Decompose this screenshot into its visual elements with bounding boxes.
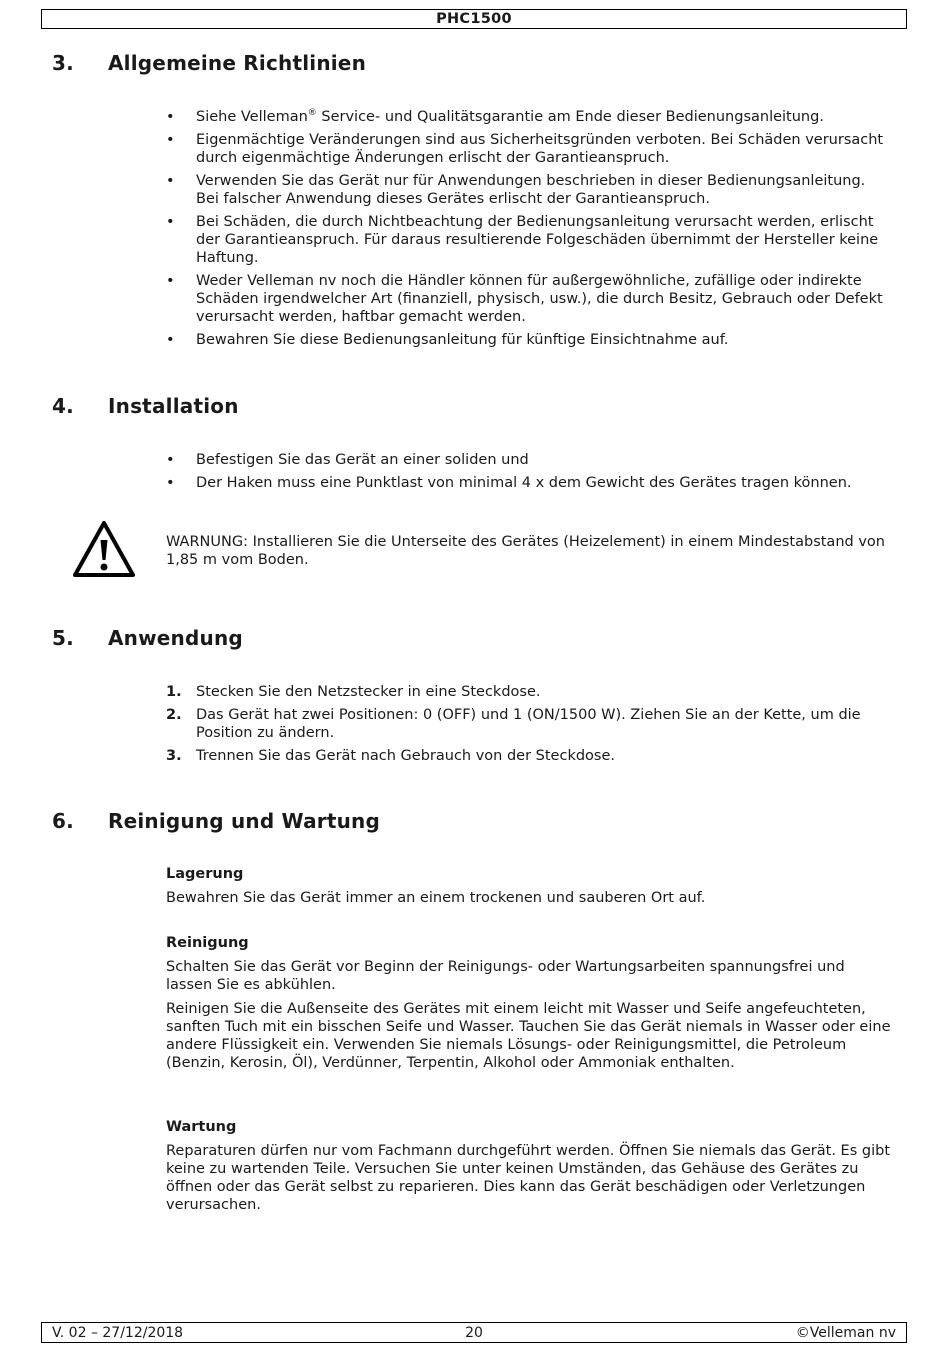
list-item (166, 172, 891, 208)
guidelines-list (166, 108, 891, 354)
list-item-text: Befestigen Sie das Gerät an einer soliden und (196, 452, 529, 468)
step-item (166, 683, 891, 701)
list-item (166, 213, 891, 267)
section-title: Installation (108, 394, 239, 418)
bullet: • (166, 173, 175, 189)
list-item-text: Verwenden Sie das Gerät nur für Anwendungen beschrieben in dieser Bedienungsanleitung. Bei falscher Anwendung dieses Gerätes erlischt der Garantieanspruch. (196, 173, 866, 207)
paragraph: Reparaturen dürfen nur vom Fachmann durchgeführt werden. Öffnen Sie niemals das Gerät. Es gibt keine zu wartenden Teile. Versuchen Sie unter keinen Umständen, das Gehäuse des Gerätes zu öffnen oder das Gerät selbst zu reparieren. Dies kann das Gerät beschädigen oder Verletzungen verursachen. (166, 1143, 891, 1213)
paragraph: Bewahren Sie das Gerät immer an einem trockenen und sauberen Ort auf. (166, 890, 706, 906)
bullet: • (166, 109, 175, 125)
list-item-text: Eigenmächtige Veränderungen sind aus Sicherheitsgründen verboten. Bei Schäden verursacht durch eigenmächtige Änderungen erlischt der Garantieanspruch. (196, 132, 884, 166)
list-item-text: Bei Schäden, die durch Nichtbeachtung der Bedienungsanleitung verursacht werden, erlischt der Garantieanspruch. Für daraus resultierende Folgeschäden übernimmt der Hersteller keine Haftung. (196, 214, 879, 266)
list-item (166, 474, 891, 492)
list-item-text: Bewahren Sie diese Bedienungsanleitung für künftige Einsichtnahme auf. (196, 332, 729, 348)
subheading-wartung: Wartung (166, 1119, 237, 1135)
list-item (166, 331, 891, 349)
page-footer (41, 1322, 907, 1343)
warning-triangle-icon (72, 520, 136, 578)
step-item (166, 747, 891, 765)
list-item-text: Weder Velleman nv noch die Händler können für außergewöhnliche, zufällige oder indirekte Schäden irgendwelcher Art (finanziell, physisch, usw.), die durch Besitz, Gebrauch oder Defekt verursacht werden, haftbar gemacht werden. (196, 273, 883, 325)
bullet: • (166, 132, 175, 148)
step-number: 3. (166, 748, 182, 764)
list-item (166, 131, 891, 167)
step-number: 1. (166, 684, 182, 700)
section-title: Allgemeine Richtlinien (108, 51, 367, 75)
bullet: • (166, 273, 175, 289)
list-item (166, 272, 891, 326)
list-item-text-post: Service- und Qualitätsgarantie am Ende dieser Bedienungsanleitung. (316, 109, 824, 125)
list-item-text-pre: Siehe Velleman (196, 109, 308, 125)
paragraph: Reinigen Sie die Außenseite des Gerätes mit einem leicht mit Wasser und Seife angefeuchteten, sanften Tuch mit ein bisschen Seife und Wasser. Tauchen Sie das Gerät niemals in Wasser oder eine andere Flüssigkeit ein. Verwenden Sie niemals Lösungs- oder Reinigungsmittel, die Petroleum (Benzin, Kerosin, Öl), Verdünner, Terpentin, Alkohol oder Ammoniak enthalten. (166, 1001, 891, 1071)
subheading-lagerung: Lagerung (166, 866, 244, 882)
step-number: 2. (166, 707, 182, 723)
page-header (41, 9, 907, 29)
registered-mark: ® (307, 108, 317, 118)
step-text: Das Gerät hat zwei Positionen: 0 (OFF) und 1 (ON/1500 W). Ziehen Sie an der Kette, um die Position zu ändern. (196, 707, 861, 741)
page-number: 20 (465, 1325, 483, 1341)
section-number: 6. (52, 809, 74, 833)
list-item (166, 108, 891, 126)
installation-list (166, 451, 891, 497)
document-title: PHC1500 (436, 11, 512, 27)
paragraph: Schalten Sie das Gerät vor Beginn der Reinigungs- oder Wartungsarbeiten spannungsfrei und lassen Sie es abkühlen. (166, 959, 845, 993)
copyright: ©Velleman nv (795, 1325, 896, 1341)
bullet: • (166, 332, 175, 348)
step-text: Stecken Sie den Netzstecker in eine Steckdose. (196, 684, 541, 700)
usage-steps-list (166, 683, 891, 770)
section-title: Reinigung und Wartung (108, 809, 381, 833)
list-item (166, 451, 891, 469)
section-number: 4. (52, 394, 74, 418)
version-date: V. 02 – 27/12/2018 (52, 1325, 184, 1341)
section-number: 5. (52, 626, 74, 650)
subheading-reinigung: Reinigung (166, 935, 249, 951)
warning-text: WARNUNG: Installieren Sie die Unterseite des Gerätes (Heizelement) in einem Mindestabstand von 1,85 m vom Boden. (166, 534, 885, 568)
section-title: Anwendung (108, 626, 243, 650)
step-item (166, 706, 891, 742)
section-number: 3. (52, 51, 74, 75)
bullet: • (166, 452, 175, 468)
bullet: • (166, 214, 175, 230)
step-text: Trennen Sie das Gerät nach Gebrauch von der Steckdose. (196, 748, 616, 764)
bullet: • (166, 475, 175, 491)
list-item-text: Der Haken muss eine Punktlast von minimal 4 x dem Gewicht des Gerätes tragen können. (196, 475, 852, 491)
